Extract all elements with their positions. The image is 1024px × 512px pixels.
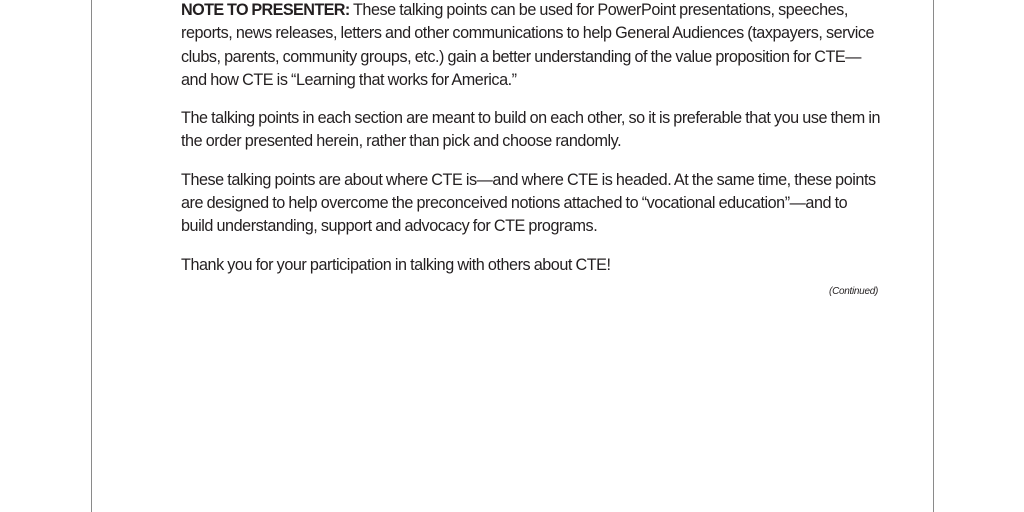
continued-label: (Continued)	[829, 286, 878, 297]
note-label: NOTE TO PRESENTER:	[181, 1, 350, 19]
paragraph-thanks: Thank you for your participation in talking with others about CTE!	[181, 255, 611, 274]
note-paragraph	[181, 0, 881, 92]
paragraph-order: The talking points in each section are meant to build on each other, so it is preferable that you use them in the order presented herein, rather than pick and choose randomly.	[181, 109, 881, 151]
note-text: These talking points can be used for PowerPoint presentations, speeches, reports, news releases, letters and other communications to help General Audiences (taxpayers, service clubs, parents, community groups, etc.) gain a better understanding of the value proposition for CTE—and how CTE is “Learning that works for America.”	[181, 1, 875, 89]
document-body	[181, 0, 881, 292]
paragraph-purpose: These talking points are about where CTE is—and where CTE is headed. At the same time, these points are designed to help overcome the preconceived notions attached to “vocational education”—and to build understanding, support and advocacy for CTE programs.	[181, 170, 876, 236]
